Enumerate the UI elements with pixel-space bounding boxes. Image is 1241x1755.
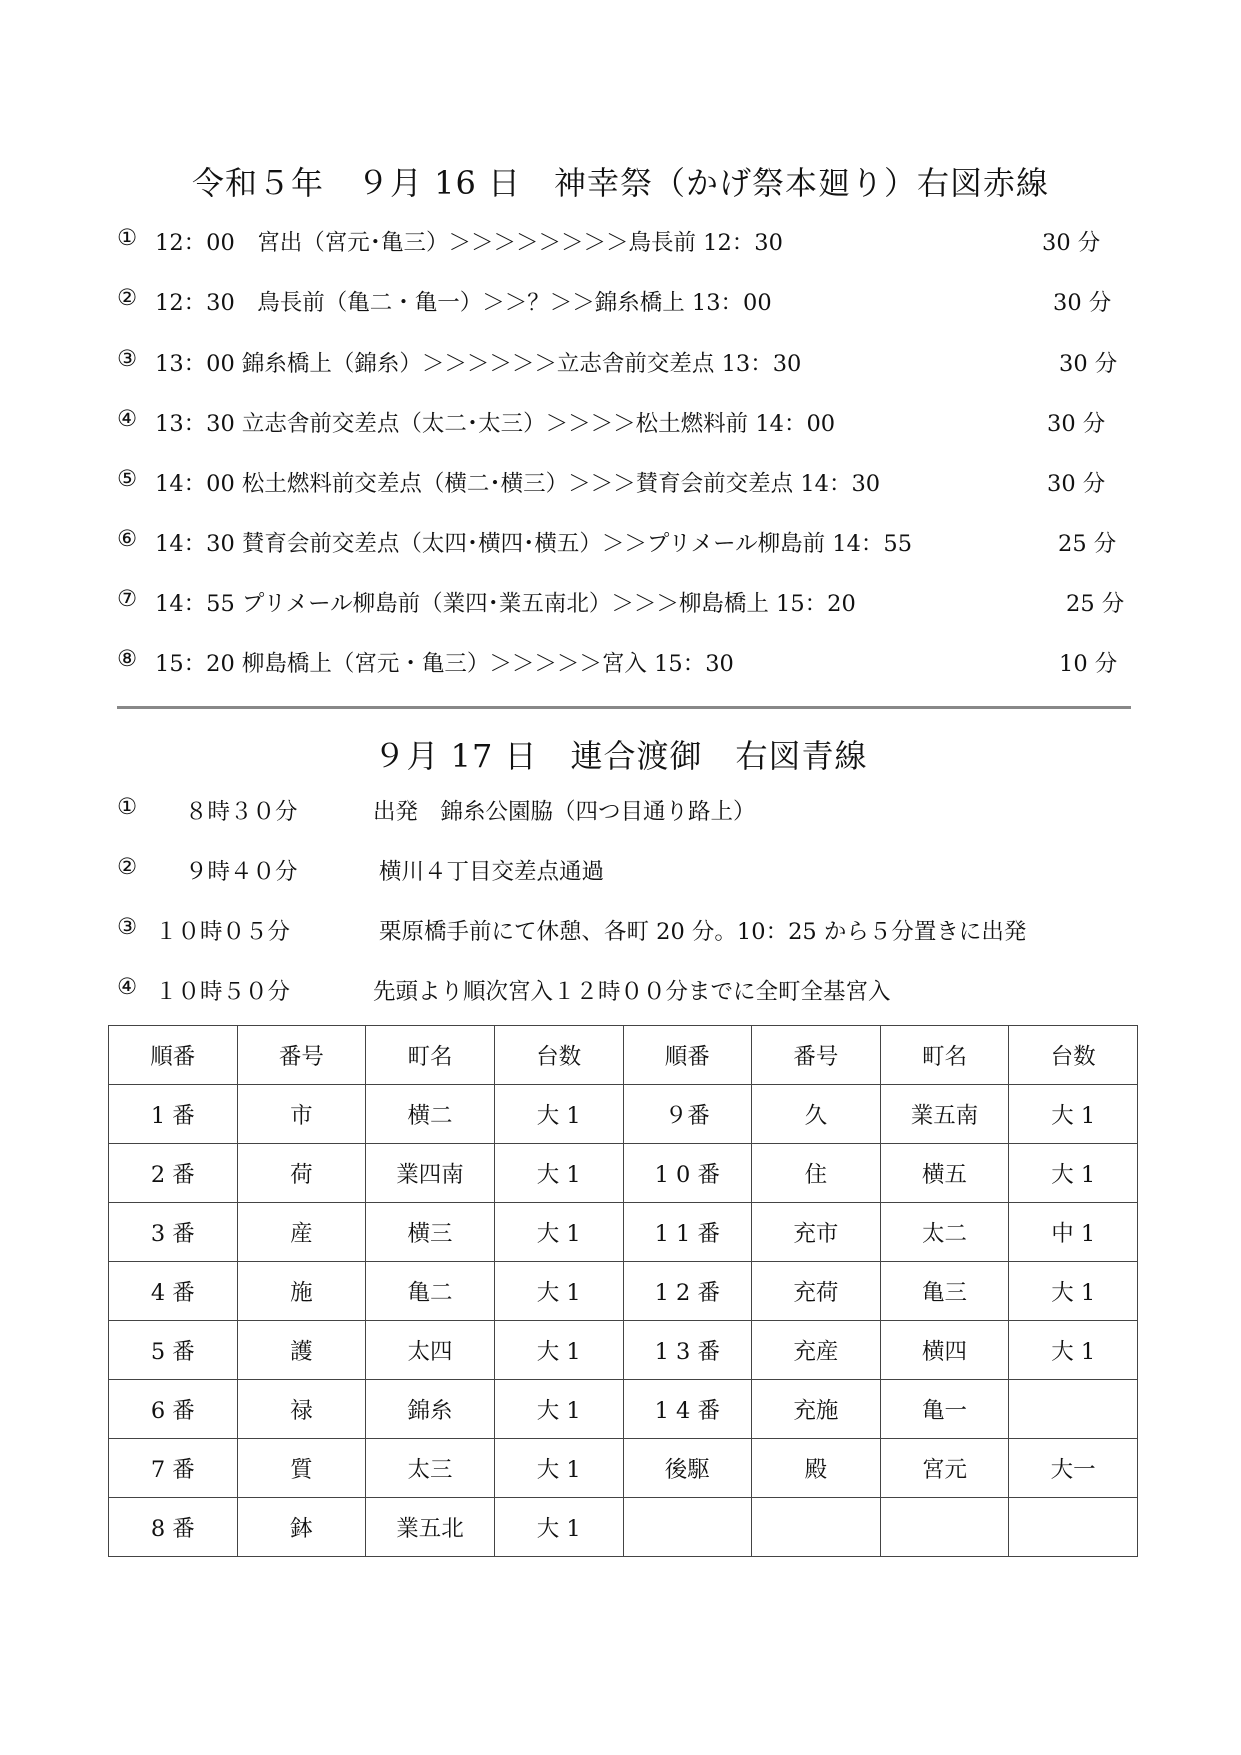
table-cell: 錦糸 (366, 1380, 495, 1439)
table-cell (752, 1498, 881, 1557)
table-cell: 業四南 (366, 1144, 495, 1203)
item-text: 13：30 立志舎前交差点（太二･太三）＞＞＞＞松土燃料前 14：00 (155, 411, 836, 437)
item-duration: 30 分 (1059, 351, 1118, 377)
item-number: ③ (117, 914, 138, 940)
table-cell: 施 (237, 1262, 366, 1321)
table-cell: 7 番 (109, 1439, 238, 1498)
table-cell: 護 (237, 1321, 366, 1380)
item-text: 12：00 宮出（宮元･亀三）＞＞＞＞＞＞＞＞鳥長前 12：30 (155, 230, 783, 256)
table-cell: 宮元 (880, 1439, 1009, 1498)
table-cell: 充市 (752, 1203, 881, 1262)
table-cell: 充施 (752, 1380, 881, 1439)
item-description: 出発 錦糸公園脇（四つ目通り路上） (373, 799, 756, 825)
table-cell: 充産 (752, 1321, 881, 1380)
item-description: 横川４丁目交差点通過 (379, 859, 605, 885)
table-cell: 1 番 (109, 1085, 238, 1144)
table-cell: 太二 (880, 1203, 1009, 1262)
order-table (108, 1025, 1138, 1557)
section-divider (117, 706, 1131, 709)
table-cell (880, 1498, 1009, 1557)
table-row (109, 1085, 1138, 1144)
table-cell: 大 1 (1009, 1321, 1138, 1380)
item-text: 13：00 錦糸橋上（錦糸）＞＞＞＞＞＞立志舎前交差点 13：30 (155, 351, 802, 377)
table-cell: 住 (752, 1144, 881, 1203)
table-cell: 大一 (1009, 1439, 1138, 1498)
table-cell: 5 番 (109, 1321, 238, 1380)
table-cell: 6 番 (109, 1380, 238, 1439)
table-cell: 大 1 (1009, 1262, 1138, 1321)
table-cell: 1 0 番 (623, 1144, 752, 1203)
item-number: ⑥ (117, 526, 138, 552)
table-cell: 大 1 (494, 1321, 623, 1380)
item-duration: 30 分 (1047, 411, 1106, 437)
item-number: ② (117, 285, 138, 311)
table-cell: 亀三 (880, 1262, 1009, 1321)
column-header: 番号 (752, 1026, 881, 1085)
table-row (109, 1380, 1138, 1439)
item-text: 15：20 柳島橋上（宮元・亀三）＞＞＞＞＞宮入 15：30 (155, 651, 734, 677)
table-cell: 業五北 (366, 1498, 495, 1557)
item-duration: 25 分 (1066, 591, 1125, 617)
item-time: １０時０５分 (155, 919, 291, 945)
item-description: 先頭より順次宮入１２時００分までに全町全基宮入 (373, 979, 891, 1005)
table-cell: 1 1 番 (623, 1203, 752, 1262)
item-time: ９時４０分 (185, 859, 298, 885)
table-cell: 横二 (366, 1085, 495, 1144)
table-cell: 太四 (366, 1321, 495, 1380)
item-number: ④ (117, 974, 138, 1000)
item-number: ④ (117, 406, 138, 432)
day2-title: ９月 17 日 連合渡御 右図青線 (373, 737, 868, 775)
table-cell: 8 番 (109, 1498, 238, 1557)
item-number: ① (117, 794, 138, 820)
item-number: ⑦ (117, 586, 138, 612)
table-cell: 1 3 番 (623, 1321, 752, 1380)
table-cell: 太三 (366, 1439, 495, 1498)
item-text: 14：00 松土燃料前交差点（横二･横三）＞＞＞賛育会前交差点 14：30 (155, 471, 881, 497)
item-number: ③ (117, 346, 138, 372)
table-cell: 大 1 (494, 1439, 623, 1498)
table-cell: 荷 (237, 1144, 366, 1203)
table-cell (623, 1498, 752, 1557)
column-header: 順番 (623, 1026, 752, 1085)
table-cell: 4 番 (109, 1262, 238, 1321)
item-duration: 25 分 (1058, 531, 1117, 557)
column-header: 台数 (1009, 1026, 1138, 1085)
table-cell: 亀一 (880, 1380, 1009, 1439)
table-cell: 市 (237, 1085, 366, 1144)
table-cell: 大 1 (494, 1380, 623, 1439)
column-header: 台数 (494, 1026, 623, 1085)
table-cell: 大 1 (494, 1203, 623, 1262)
item-number: ① (117, 225, 138, 251)
column-header: 町名 (366, 1026, 495, 1085)
table-cell: 充荷 (752, 1262, 881, 1321)
table-cell (1009, 1498, 1138, 1557)
table-cell: 1 2 番 (623, 1262, 752, 1321)
column-header: 順番 (109, 1026, 238, 1085)
table-cell: 中 1 (1009, 1203, 1138, 1262)
table-cell: 2 番 (109, 1144, 238, 1203)
item-time: １０時５０分 (155, 979, 291, 1005)
table-cell: 大 1 (494, 1144, 623, 1203)
table-row (109, 1321, 1138, 1380)
table-cell: 質 (237, 1439, 366, 1498)
table-cell: 殿 (752, 1439, 881, 1498)
table-header-row (109, 1026, 1138, 1085)
item-number: ⑧ (117, 646, 138, 672)
table-cell: 大 1 (494, 1498, 623, 1557)
item-duration: 30 分 (1053, 290, 1112, 316)
table-cell: 亀二 (366, 1262, 495, 1321)
day1-title: 令和５年 ９月 16 日 神幸祭（かげ祭本廻り）右図赤線 (191, 164, 1050, 202)
table-cell: 久 (752, 1085, 881, 1144)
table-cell: 鉢 (237, 1498, 366, 1557)
table-row (109, 1144, 1138, 1203)
item-time: ８時３０分 (185, 799, 298, 825)
item-duration: 10 分 (1059, 651, 1118, 677)
item-number: ② (117, 854, 138, 880)
item-text: 14：30 賛育会前交差点（太四･横四･横五）＞＞プリメール柳島前 14：55 (155, 531, 913, 557)
table-cell: 後駆 (623, 1439, 752, 1498)
column-header: 町名 (880, 1026, 1009, 1085)
table-cell: 禄 (237, 1380, 366, 1439)
item-text: 12：30 鳥長前（亀二・亀一）＞＞？＞＞錦糸橋上 13：00 (155, 290, 772, 316)
table-row (109, 1203, 1138, 1262)
table-cell: 横三 (366, 1203, 495, 1262)
table-row (109, 1262, 1138, 1321)
table-cell: 大 1 (1009, 1144, 1138, 1203)
table-cell: 横四 (880, 1321, 1009, 1380)
item-text: 14：55 プリメール柳島前（業四･業五南北）＞＞＞柳島橋上 15：20 (155, 591, 856, 617)
table-cell: 産 (237, 1203, 366, 1262)
column-header: 番号 (237, 1026, 366, 1085)
table-cell (1009, 1380, 1138, 1439)
table-cell: 大 1 (494, 1085, 623, 1144)
item-number: ⑤ (117, 466, 138, 492)
item-duration: 30 分 (1042, 230, 1101, 256)
table-cell: 横五 (880, 1144, 1009, 1203)
table-cell: 業五南 (880, 1085, 1009, 1144)
table-cell: 3 番 (109, 1203, 238, 1262)
item-duration: 30 分 (1047, 471, 1106, 497)
table-row (109, 1498, 1138, 1557)
table-cell: 大 1 (1009, 1085, 1138, 1144)
table-cell: ９番 (623, 1085, 752, 1144)
table-row (109, 1439, 1138, 1498)
item-description: 栗原橋手前にて休憩、各町 20 分。10：25 から５分置きに出発 (379, 919, 1027, 945)
table-cell: 大 1 (494, 1262, 623, 1321)
table-cell: 1 4 番 (623, 1380, 752, 1439)
